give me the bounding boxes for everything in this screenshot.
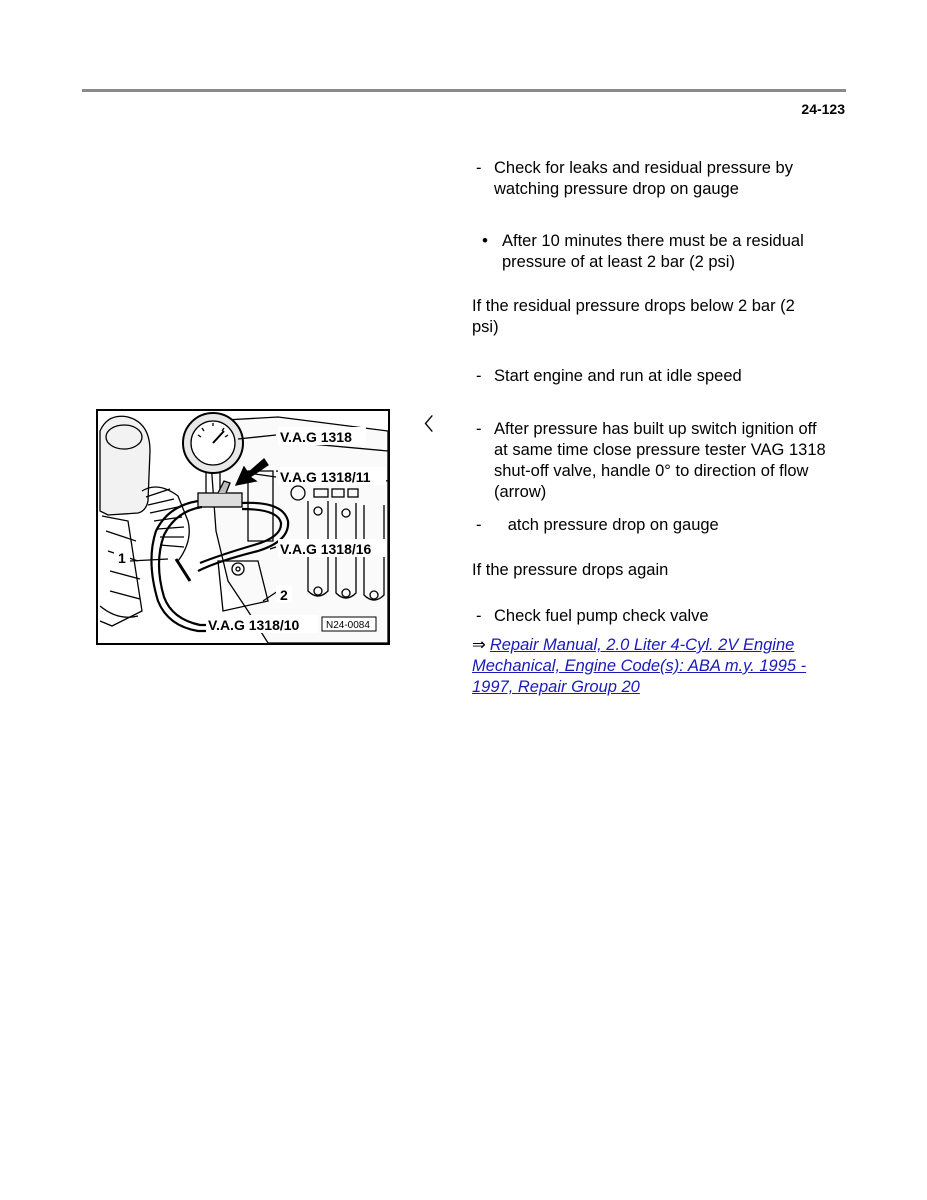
step-line: atch pressure drop on gauge — [494, 516, 719, 534]
condition-drop — [472, 296, 842, 338]
bullet-marker: • — [482, 231, 488, 250]
step-start-engine — [476, 366, 836, 387]
step-line: at same time close pressure tester VAG 1318 — [494, 441, 826, 459]
repair-manual-reference — [472, 635, 846, 698]
figure-label-adapter-10: V.A.G 1318/10 — [208, 617, 300, 633]
step-marker: - — [476, 607, 482, 625]
condition-line: If the pressure drops again — [472, 561, 669, 579]
bullet-line: After 10 minutes there must be a residual — [502, 232, 804, 250]
step-line: shut-off valve, handle 0° to direction of flow — [494, 462, 809, 480]
condition-line: If the residual pressure drops below 2 bar (2 — [472, 297, 795, 315]
step-watch-drop — [476, 515, 836, 536]
header-rule — [82, 89, 846, 92]
step-marker: - — [476, 420, 482, 438]
step-line: After pressure has built up switch ignition off — [494, 420, 817, 438]
step-marker: - — [476, 516, 482, 534]
step-marker: - — [476, 159, 482, 177]
bullet-residual — [482, 231, 842, 273]
reference-link[interactable]: Mechanical, Engine Code(s): ABA m.y. 1995 - — [472, 657, 807, 675]
figure-label-adapter-16: V.A.G 1318/16 — [280, 541, 372, 557]
reference-arrow-icon: ⇒ — [472, 636, 486, 654]
step-line: Start engine and run at idle speed — [494, 367, 742, 385]
step-line: Check for leaks and residual pressure by — [494, 159, 793, 177]
condition-line: psi) — [472, 318, 499, 336]
step-line: watching pressure drop on gauge — [494, 180, 739, 198]
figure-reference-marker: 〈 — [416, 415, 433, 434]
condition-again — [472, 560, 832, 581]
figure-label-item-1: 1 — [118, 550, 126, 566]
engine-figure — [96, 409, 390, 645]
figure-label-tester: V.A.G 1318 — [280, 429, 352, 445]
engine-illustration — [98, 411, 388, 643]
reference-link[interactable]: 1997, Repair Group 20 — [472, 678, 640, 696]
step-check-pump — [476, 606, 836, 627]
reference-link[interactable]: Repair Manual, 2.0 Liter 4-Cyl. 2V Engine — [489, 636, 795, 654]
step-after-pressure — [476, 419, 846, 503]
step-line: Check fuel pump check valve — [494, 607, 709, 625]
bullet-line: pressure of at least 2 bar (2 psi) — [502, 253, 735, 271]
figure-label-adapter-11: V.A.G 1318/11 — [280, 469, 371, 485]
step-line: (arrow) — [494, 483, 547, 501]
figure-code: N24-0084 — [326, 620, 370, 631]
figure-label-item-2: 2 — [280, 587, 288, 603]
page-number: 24-123 — [801, 101, 845, 117]
step-check-leaks — [476, 158, 836, 200]
step-marker: - — [476, 367, 482, 385]
